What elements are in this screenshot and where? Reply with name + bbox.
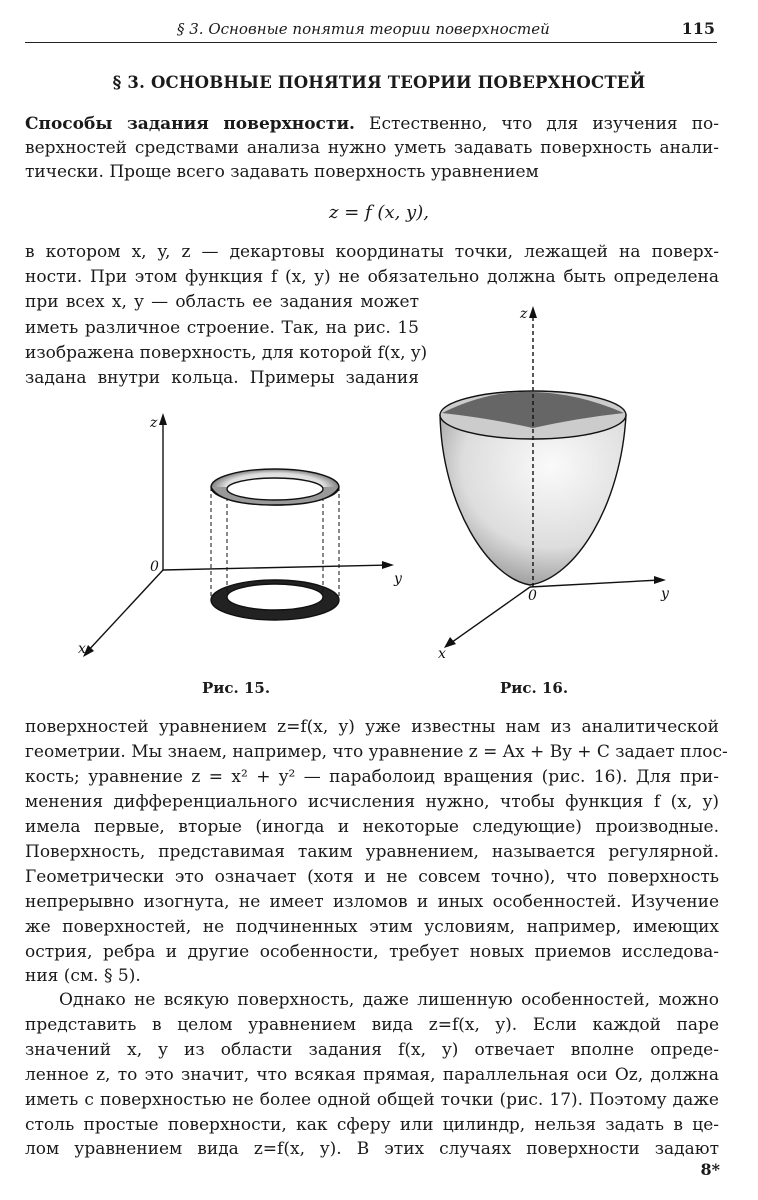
para3-line-4: менения дифференциального исчисления нужно, чтобы функция f (x, y): [25, 792, 719, 812]
fig16-y-axis: [530, 580, 660, 587]
section-title: § 3. ОСНОВНЫЕ ПОНЯТИЯ ТЕОРИИ ПОВЕРХНОСТЕЙ: [112, 73, 646, 92]
para2-line-1: в котором x, y, z — декартовы координаты точки, лежащей на поверх-: [25, 242, 719, 262]
fig15-label-y: y: [394, 571, 402, 587]
para3-line-7: Геометрически это означает (хотя и не совсем точно), что поверхность: [25, 867, 719, 887]
fig15-label-x: x: [78, 641, 86, 657]
para3-line-9: же поверхностей, не подчиненных этим условиям, например, имеющих: [25, 917, 719, 937]
fig15-y-axis: [163, 565, 390, 570]
para4-line-7: лом уравнением вида z=f(x, y). В этих случаях поверхности задают: [25, 1139, 719, 1159]
fig16-label-origin: 0: [528, 588, 537, 604]
signature-mark: 8*: [700, 1160, 720, 1179]
para3-line-10: острия, ребра и другие особенности, требует новых приемов исследова-: [25, 942, 719, 962]
para2-line-6: задана внутри кольца. Примеры задания: [25, 368, 419, 388]
para2-line-4: иметь различное строение. Так, на рис. 15: [25, 318, 419, 338]
figure-15: [60, 405, 420, 680]
display-formula: z = f (x, y),: [329, 202, 429, 223]
para3-line-5: имела первые, вторые (иногда и некоторые следующие) производные.: [25, 817, 719, 837]
para2-line-5: изображена поверхность, для которой f(x, y): [25, 343, 428, 363]
para3-line-11: ния (см. § 5).: [25, 966, 141, 986]
para4-line-4: ленное z, то это значит, что всякая прямая, параллельная оси Oz, должна: [25, 1065, 719, 1085]
para1-line-2: верхностей средствами анализа нужно уметь задавать поверхность анали-: [25, 138, 719, 158]
para1-line-3: тически. Проще всего задавать поверхность уравнением: [25, 162, 539, 182]
fig15-x-axis: [86, 570, 163, 653]
fig16-label-z: z: [520, 306, 528, 322]
para3-line-8: непрерывно изогнута, не имеет изломов и иных особенностей. Изучение: [25, 892, 719, 912]
running-title: § 3. Основные понятия теории поверхностей: [177, 20, 550, 38]
para4-line-3: значений x, y из области задания f(x, y) отвечает вполне опреде-: [25, 1040, 719, 1060]
figure-16: [428, 300, 698, 680]
fig16-label-x: x: [438, 646, 446, 662]
page-number: 115: [681, 19, 715, 38]
fig16-x-axis: [448, 587, 530, 645]
caption-fig16: Рис. 16.: [500, 679, 569, 697]
para4-line-5: иметь с поверхностью не более одной общей точки (рис. 17). Поэтому даже: [25, 1090, 719, 1110]
fig15-label-origin: 0: [150, 559, 159, 575]
run-in-heading: Способы задания поверхности.: [25, 114, 355, 134]
para4-line-1: Однако не всякую поверхность, даже лишенную особенностей, можно: [59, 990, 719, 1010]
para2-line-3: при всех x, y — область ее задания может: [25, 292, 419, 312]
para3-line-3: кость; уравнение z = x² + y² — параболоид вращения (рис. 16). Для при-: [25, 767, 719, 787]
para2-line-2: ности. При этом функция f (x, y) не обязательно должна быть определена: [25, 267, 719, 287]
fig15-label-z: z: [150, 415, 158, 431]
para3-line-1: поверхностей уравнением z=f(x, y) уже известны нам из аналитической: [25, 717, 719, 737]
para3-line-2: геометрии. Мы знаем, например, что уравнение z = Ax + By + C задает плос-: [25, 742, 728, 762]
para3-line-6: Поверхность, представимая таким уравнением, называется регулярной.: [25, 842, 719, 862]
para4-line-2: представить в целом уравнением вида z=f(x, y). Если каждой паре: [25, 1015, 719, 1035]
running-head: [25, 18, 717, 43]
para4-line-6: столь простые поверхности, как сферу или цилиндр, нельзя задать в це-: [25, 1115, 719, 1135]
fig16-label-y: y: [661, 586, 669, 602]
caption-fig15: Рис. 15.: [202, 679, 271, 697]
para1-line-1: Способы задания поверхности. Естественно, что для изучения по-: [25, 114, 720, 134]
